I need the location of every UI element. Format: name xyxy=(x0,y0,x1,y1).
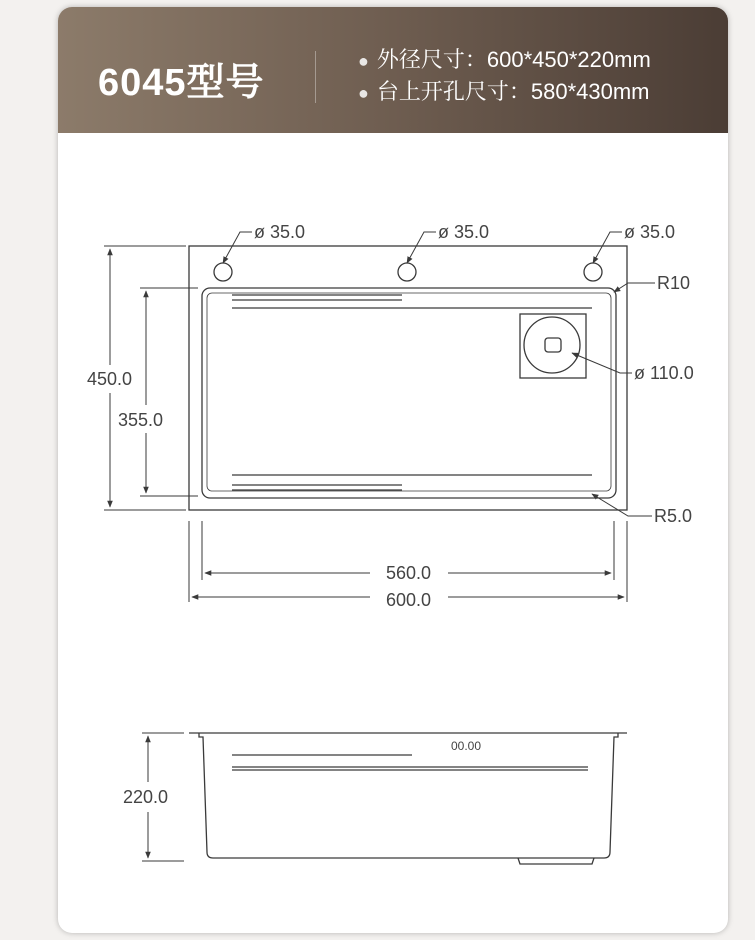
side-small-text: 00.00 xyxy=(451,739,482,753)
corner-radius-outer-label: R10 xyxy=(657,273,691,293)
drain-diameter-label: ø 110.0 xyxy=(634,363,694,383)
spec-outer-size-text: 外径尺寸：600*450*220mm xyxy=(376,47,651,72)
drain-outlet xyxy=(518,858,594,864)
drain-circle xyxy=(524,317,580,373)
spec-cutout-size-text: 台上开孔尺寸：580*430mm xyxy=(376,79,650,104)
faucet-hole-label: ø 35.0 xyxy=(438,222,490,242)
faucet-hole xyxy=(584,263,602,281)
depth-label: 220.0 xyxy=(123,787,169,807)
width-inner-label: 560.0 xyxy=(386,563,432,583)
r5-leader xyxy=(592,494,652,516)
drain-leader xyxy=(572,353,632,373)
faucet-hole-label: ø 35.0 xyxy=(254,222,306,242)
sink-basin-outline xyxy=(202,288,616,498)
faucet-leader xyxy=(593,232,622,263)
bullet-icon: ● xyxy=(358,51,369,71)
faucet-hole xyxy=(398,263,416,281)
sink-basin-inner-outline xyxy=(207,293,611,491)
bullet-icon: ● xyxy=(358,83,369,103)
r10-leader xyxy=(614,283,655,292)
width-outer-label: 600.0 xyxy=(386,590,432,610)
top-view xyxy=(189,246,627,510)
faucet-leader xyxy=(407,232,436,263)
model-title: 6045型号 xyxy=(98,62,265,104)
faucet-leader xyxy=(223,232,252,263)
faucet-hole-label: ø 35.0 xyxy=(624,222,676,242)
drain-housing xyxy=(520,314,586,378)
corner-radius-inner-label: R5.0 xyxy=(654,506,693,526)
drain-center xyxy=(545,338,561,352)
height-inner-label: 355.0 xyxy=(118,410,164,430)
faucet-hole xyxy=(214,263,232,281)
sink-body-profile xyxy=(199,733,618,858)
side-view xyxy=(189,733,627,864)
height-outer-label: 450.0 xyxy=(87,369,133,389)
